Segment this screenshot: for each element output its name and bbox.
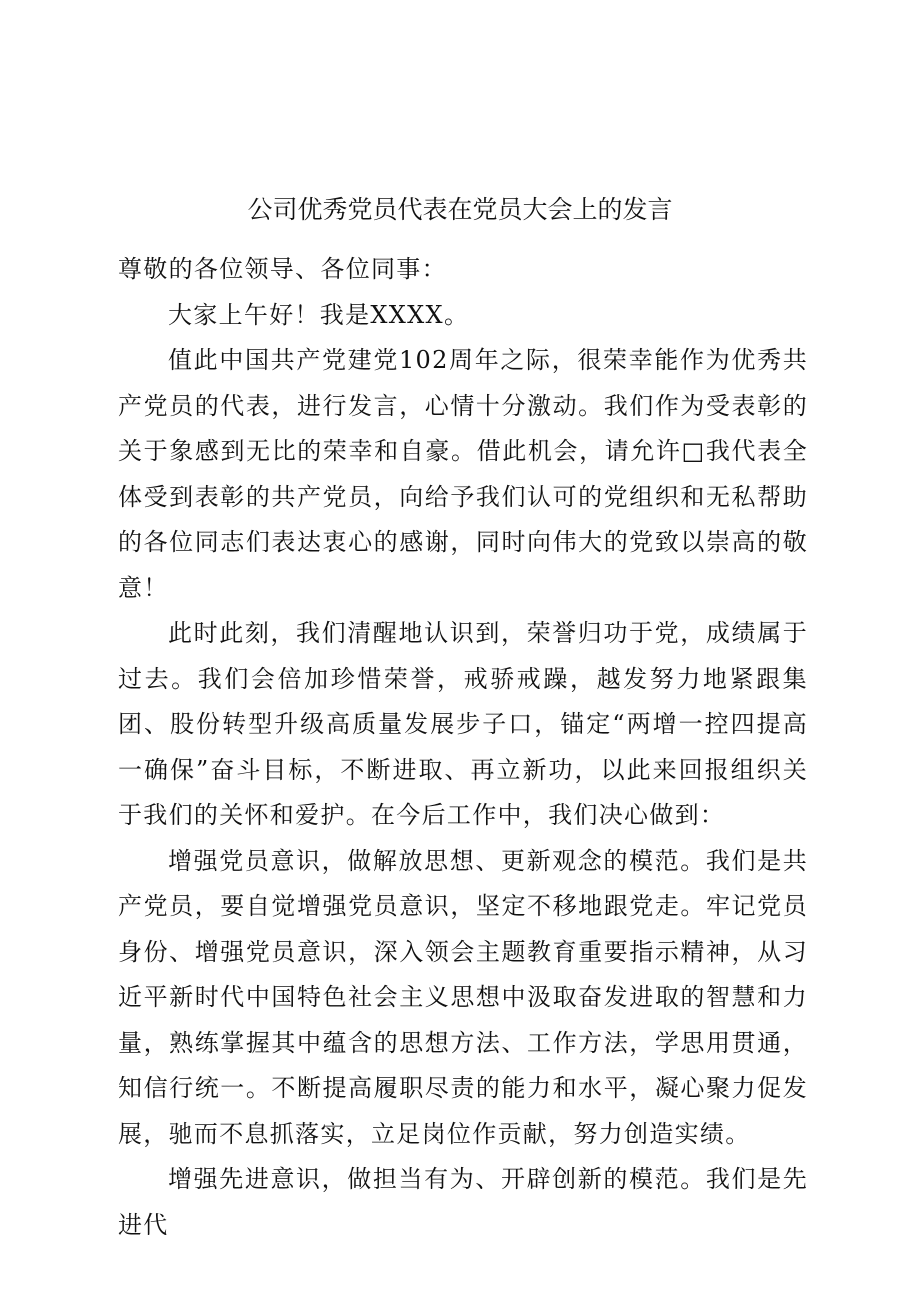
paragraph-reflection: 此时此刻，我们清醒地认识到，荣誉归功于党，成绩属于过去。我们会倍加珍惜荣誉，戒骄戒躁，越发努力地紧跟集团、股份转型升级高质量发展步子口，锚定“两增一控四提高一确保”奋斗目标，不断进取、再立新功，以此来回报组织关于我们的关怀和爱护。在今后工作中，我们决心做到：: [118, 619, 808, 829]
paragraph-greeting: 大家上午好！我是XXXX。: [168, 300, 470, 329]
paragraph-party-awareness: 增强党员意识，做解放思想、更新观念的模范。我们是共产党员，要自觉增强党员意识，坚定不移地跟党走。牢记党员身份、增强党员意识，深入领会主题教育重要指示精神，从习近平新时代中国特色社会主义思想中汲取奋发进取的智慧和力量，熟练掌握其中蕴含的思想方法、工作方法，学思用贯通，知信行统一。不断提高履职尽责的能力和水平，凝心聚力促发展，驰而不息抓落实，立足岗位作贡献，努力创造实绩。: [118, 846, 808, 1148]
salutation: 尊敬的各位领导、各位同事：: [118, 255, 447, 283]
paragraph-advanced-awareness: 增强先进意识，做担当有为、开辟创新的模范。我们是先进代: [118, 1165, 808, 1239]
paragraph-anniversary: 值此中国共产党建党102周年之际，很荣幸能作为优秀共产党员的代表，进行发言，心情十分激动。我们作为受表彰的关于象感到无比的荣幸和自豪。借此机会，请允许□我代表全体受到表彰的共产党员，向给予我们认可的党组织和无私帮助的各位同志们表达衷心的感谢，同时向伟大的党致以崇高的敬意！: [118, 346, 808, 602]
document-body: [118, 247, 808, 1248]
document-title: 公司优秀党员代表在党员大会上的发言: [247, 195, 673, 224]
